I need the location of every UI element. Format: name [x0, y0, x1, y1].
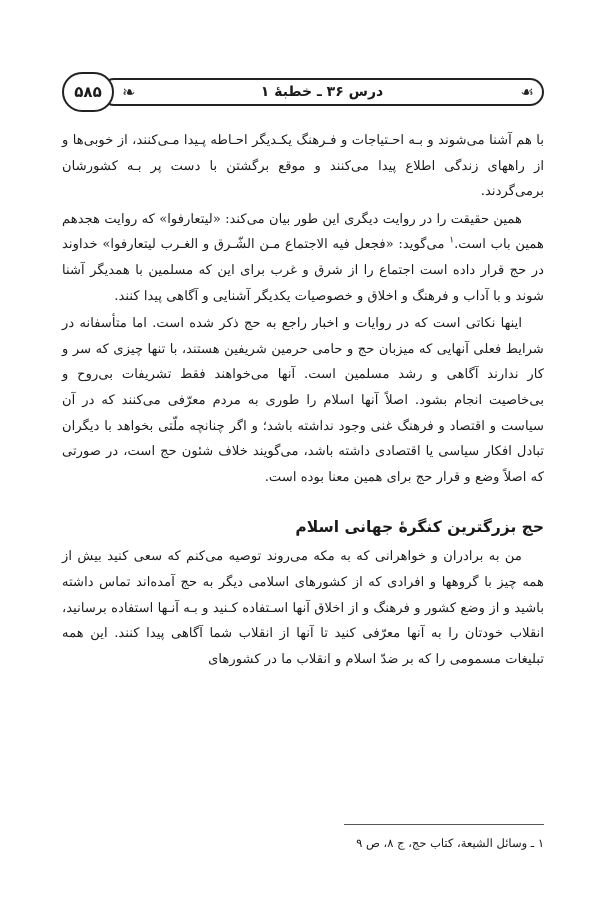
ornament-left-icon: ☙: [122, 83, 136, 101]
paragraph-1: با هم آشنا می‌شوند و بـه احـتیاجات و فـرهنگ یکـدیگر احـاطه پـیدا مـی‌کنند، از خوبی‌ها و از راههای زندگی اطلاع پیدا می‌کنند و موقع برگشتن با دست پر بـه کشورشان برمی‌گردند.: [62, 133, 544, 200]
section-heading: حج بزرگترین کنگرهٔ جهانی اسلام: [295, 518, 544, 537]
paragraph-2-text: همین حقیقت را در روایت دیگری این طور بیان می‌کند: «لیتعارفوا» که روایت هجدهم همین باب است.: [62, 211, 544, 253]
paragraph-2: [62, 207, 544, 309]
paragraph-2-continuation: می‌گوید: «فجعل فیه الاجتماع مـن الشّـرق و الغـرب لیتعارفوا» خداوند در حج قرار داده است اجتماع را از شرق و غرب برای این که مسلمین با همدیگر آشنا شوند و با آداب و فرهنگ و اخلاق و خصوصیات یکدیگر آشنایی و آگاهی پیدا کنند.: [62, 237, 544, 304]
footnote: ۱ ـ وسائل الشیعة، کتاب حج، ج ۸، ص ۹: [356, 836, 544, 850]
ornament-right-icon: ☙: [520, 83, 534, 101]
running-title: درس ۳۶ ـ خطبهٔ ۱: [260, 84, 384, 100]
footnote-divider: [344, 824, 544, 825]
paragraph-3: اینها نکاتی است که در روایات و اخبار راجع به حج ذکر شده است. اما متأسفانه در شرایط فعلی آنهایی که میزبان حج و حامی حرمین شریفین هستند، با تنها چیزی که سر و کار ندارند آگاهی و رشد مسلمین است. آنها می‌خواهند فقط تشریفات بی‌روح و بی‌خاصیت انجام بشود. اصلاً آنها اسلام را طوری به مردم معرّفی می‌کنند که در آن سیاست و اقتصاد و فرهنگ غنی وجود نداشته باشد؛ و اگر چنانچه ملّتی بخواهد با دیگران تبادل افکار سیاسی یا اقتصادی داشته باشد، می‌گویند خلاف شئون حج است، در صورتی که اصلاً وضع و قرار حج برای همین معنا بوده است.: [62, 316, 544, 485]
page-number: ۵۸۵: [62, 72, 114, 112]
paragraph-4: من به برادران و خواهرانی که به مکه می‌روند توصیه می‌کنم که سعی کنید بیش از همه چیز با گروهها و افرادی که از کشورهای اسلامی دیگر به حج آمده‌اند تماس داشته باشید و از وضع کشور و فرهنگ و از اخلاق آنها اسـتفاده کـنید و بـه آنـها استفاده برسانید، انقلاب خودتان را به آنها معرّفی کنید تا آنها از انقلاب شما آگاهی پیدا کنند. این همه تبلیغات مسمومی را که بر ضدّ اسلام و انقلاب ما در کشورهای: [62, 549, 544, 667]
page-header: [62, 72, 544, 118]
body-text: [62, 128, 544, 672]
footnote-reference[interactable]: ۱: [449, 235, 455, 246]
